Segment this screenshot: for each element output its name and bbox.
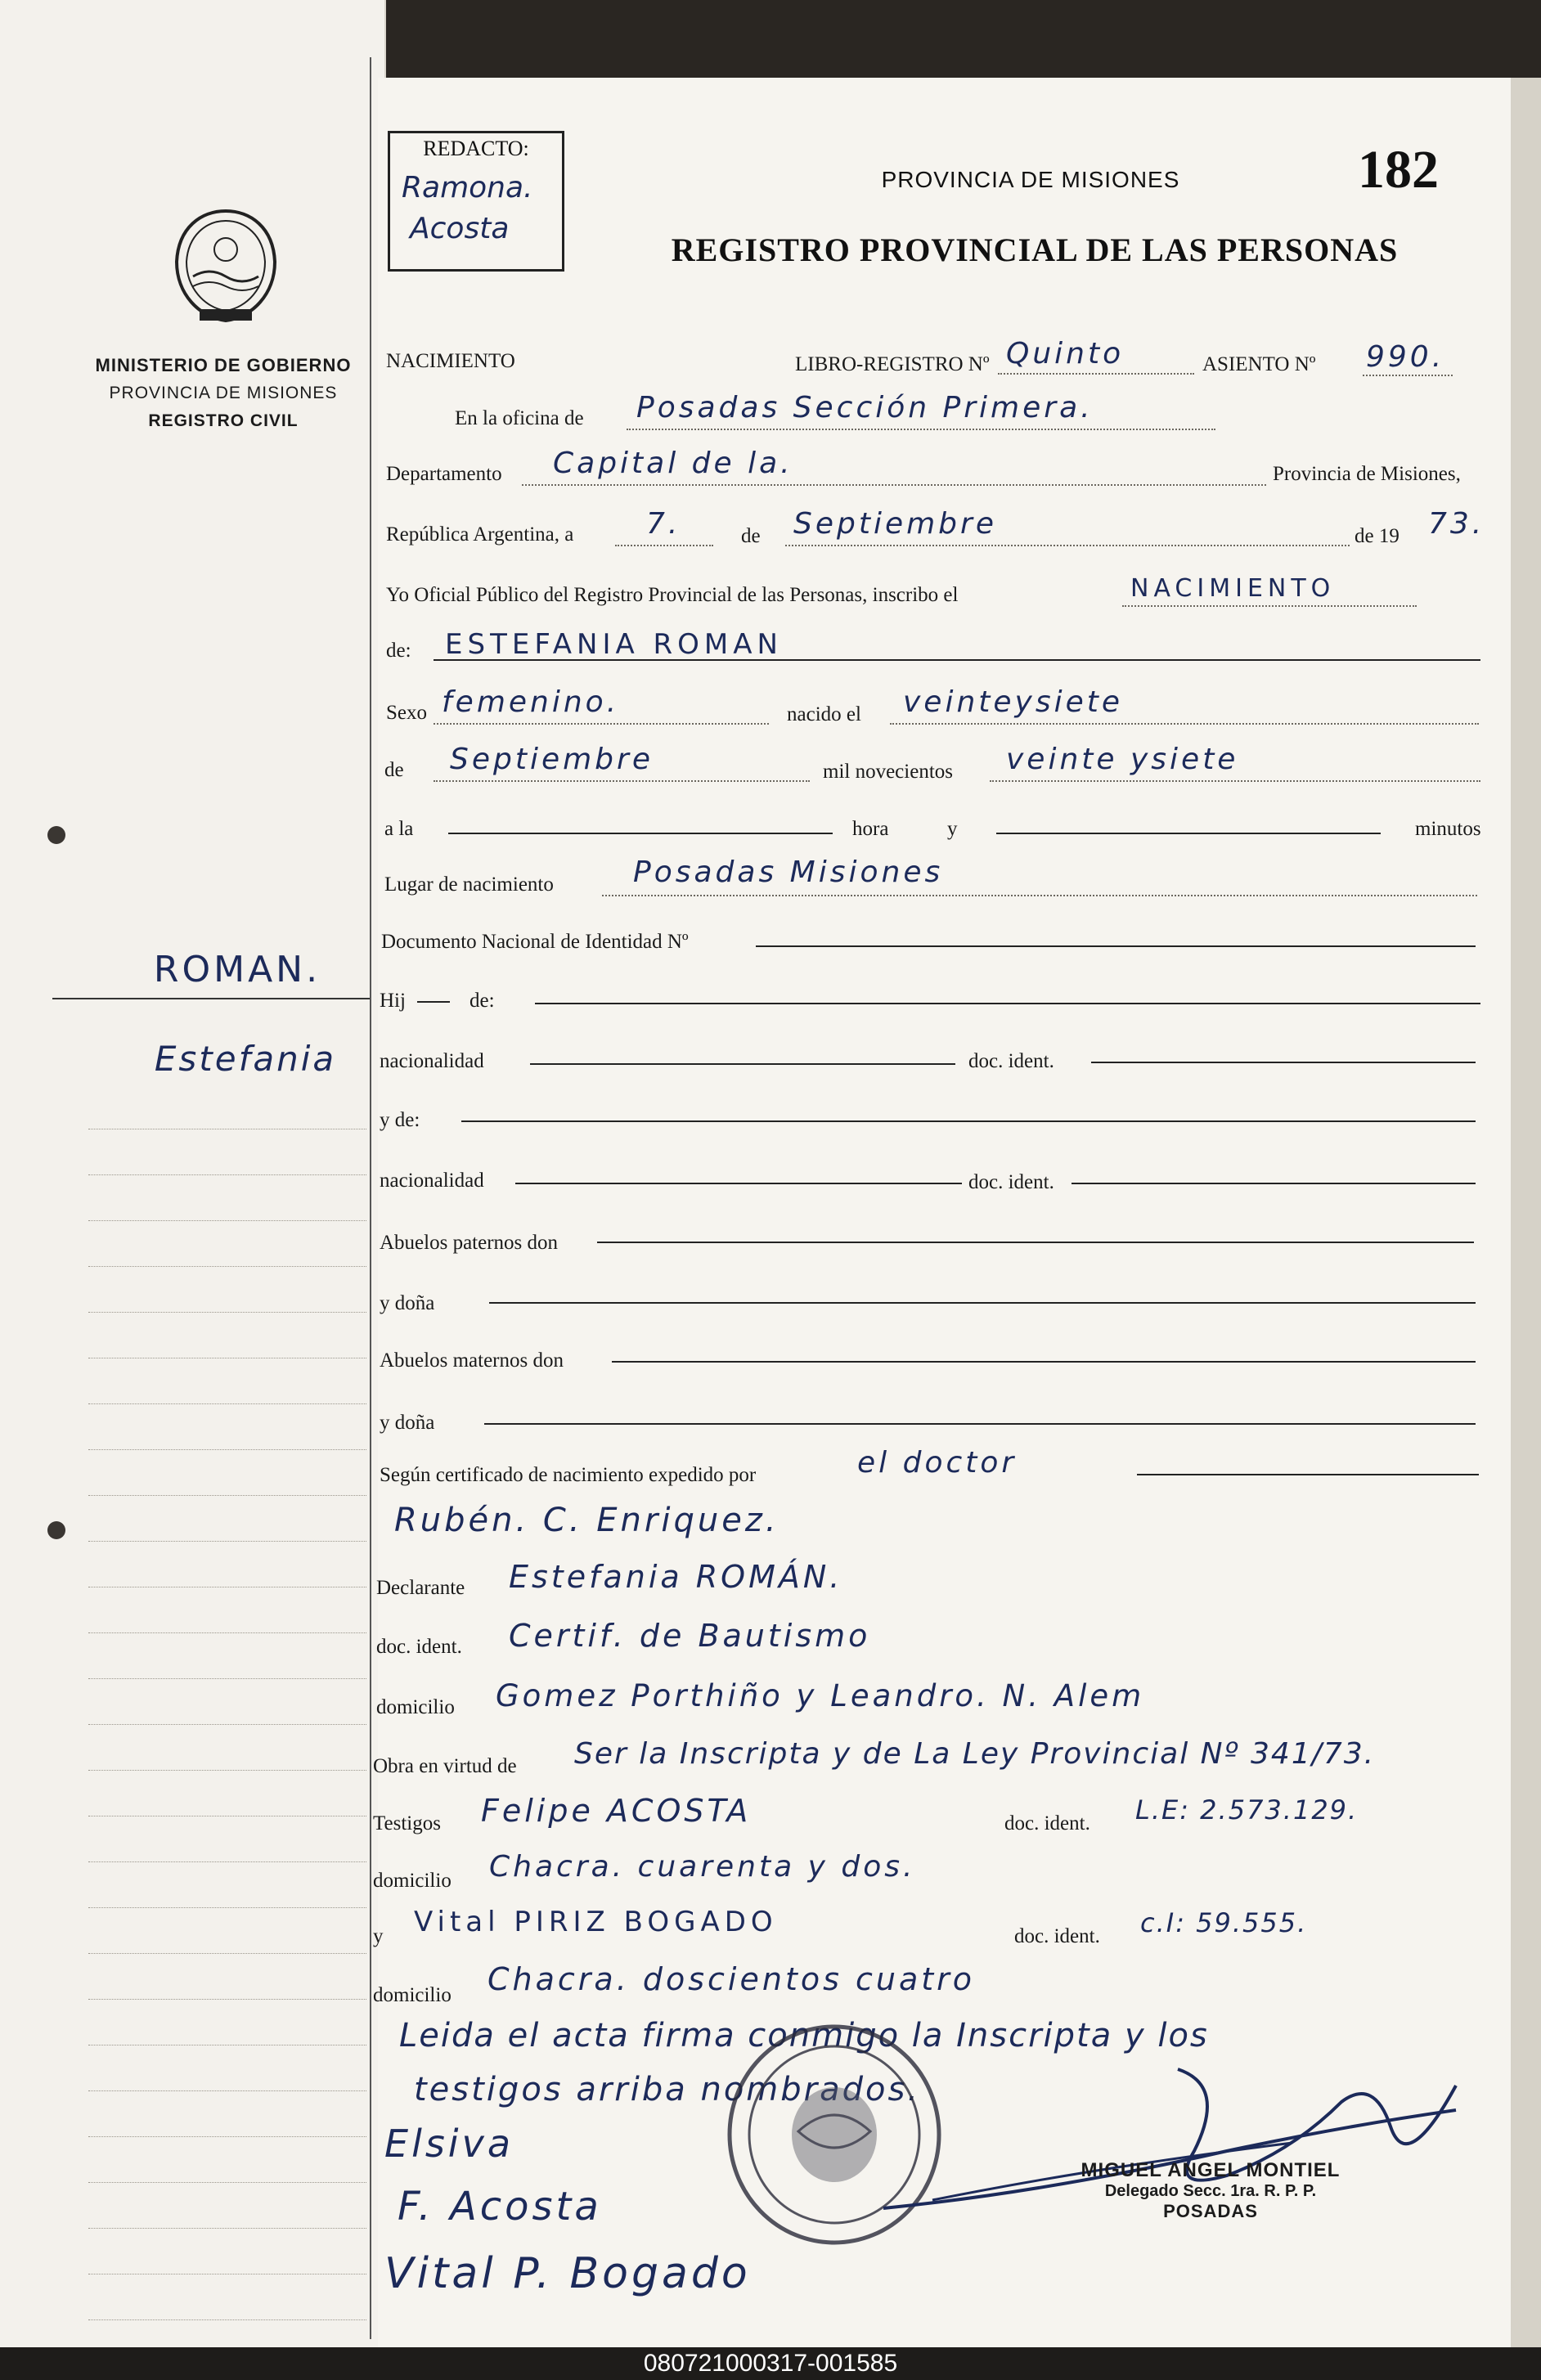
redacto-name-first: Ramona.: [402, 171, 533, 204]
lugar-label: Lugar de nacimiento: [384, 873, 554, 896]
ala-line: [448, 833, 833, 834]
birth-month-value: Septiembre: [450, 743, 654, 776]
hij-line: [535, 1003, 1480, 1004]
domicilio2-value: Chacra. cuarenta y dos.: [489, 1850, 916, 1884]
margin-rule-line: [88, 2319, 366, 2320]
year-value: 73.: [1428, 507, 1485, 541]
docident2-line: [1072, 1183, 1476, 1184]
month-value: Septiembre: [793, 507, 997, 541]
minutos-label: minutos: [1415, 818, 1481, 840]
declarante-value: Estefania ROMÁN.: [509, 1559, 843, 1595]
ydona1-label: y doña: [380, 1292, 435, 1314]
year-prefix: de 19: [1355, 525, 1399, 547]
margin-rule-line: [88, 1174, 366, 1175]
day-value: 7.: [646, 507, 681, 541]
republica-label: República Argentina, a: [386, 523, 574, 546]
sexo-label: Sexo: [386, 702, 427, 724]
certificado-value: el doctor: [857, 1446, 1018, 1480]
ydona1-line: [489, 1302, 1476, 1304]
day-dots: [615, 545, 713, 546]
binding-hole-top: [47, 826, 65, 844]
margin-rule-line: [88, 1495, 366, 1496]
docident-line: [1091, 1062, 1476, 1063]
inscribo-dots: [1122, 605, 1417, 607]
abuelos-paternos-label: Abuelos paternos don: [380, 1232, 559, 1254]
libro-value: Quinto: [1006, 337, 1125, 370]
birth-month-dots: [434, 780, 810, 782]
hij-de-label: de:: [469, 990, 495, 1012]
docident-label: doc. ident.: [968, 1050, 1054, 1072]
margin-rule-line: [88, 2090, 366, 2091]
domicilio2-label: domicilio: [373, 1870, 452, 1892]
docident2-label: doc. ident.: [968, 1171, 1054, 1193]
docident3-value: Certif. de Bautismo: [509, 1618, 871, 1654]
nacionalidad2-label: nacionalidad: [380, 1170, 484, 1192]
domicilio3-label: domicilio: [373, 1984, 452, 2006]
margin-rule-line: [88, 1861, 366, 1862]
margin-rule-line: [88, 1770, 366, 1771]
declarante-label: Declarante: [376, 1577, 465, 1599]
abuelos-maternos-line: [612, 1361, 1476, 1363]
oficina-dots: [627, 429, 1215, 430]
nacionalidad-line: [530, 1063, 955, 1065]
sexo-value: femenino.: [442, 685, 620, 719]
hij-dash: [417, 1001, 450, 1003]
yde-line: [461, 1120, 1476, 1122]
binding-hole-bottom: [47, 1521, 65, 1539]
asiento-dots: [1363, 375, 1453, 376]
nacido-dots: [890, 723, 1479, 725]
margin-rule-line: [88, 1907, 366, 1908]
nacido-value: veinteysiete: [903, 685, 1124, 719]
margin-rule-line: [88, 1403, 366, 1404]
nacionalidad2-line: [515, 1183, 962, 1184]
oficina-label: En la oficina de: [455, 407, 584, 429]
margin-rule-line: [88, 2228, 366, 2229]
docident3-label: doc. ident.: [376, 1636, 462, 1658]
margin-rule-line: [88, 2136, 366, 2137]
lugar-dots: [602, 895, 1477, 896]
redacto-name-last: Acosta: [410, 212, 510, 245]
margin-rule-line: [88, 1312, 366, 1313]
yde-label: y de:: [380, 1109, 420, 1131]
obra-value: Ser la Inscripta y de La Ley Provincial Nº 341/73.: [574, 1737, 1376, 1771]
record-type-label: NACIMIENTO: [386, 350, 515, 372]
margin-rule-line: [88, 1678, 366, 1679]
ydona2-label: y doña: [380, 1412, 435, 1434]
testigo2-doc-label: doc. ident.: [1014, 1925, 1100, 1947]
libro-label: LIBRO-REGISTRO Nº: [795, 353, 990, 375]
abuelos-paternos-line: [597, 1242, 1474, 1243]
month-dots: [785, 545, 1350, 546]
hora-label: hora: [852, 818, 889, 840]
redacto-label: REDACTO:: [423, 137, 529, 160]
ministry-heading: [72, 352, 375, 435]
inscribo-value: NACIMIENTO: [1130, 574, 1336, 603]
signature-acosta: F. Acosta: [398, 2184, 602, 2230]
footer-code: 080721000317-001585: [0, 2347, 1541, 2380]
departamento-dots: [522, 484, 1266, 486]
signature-elsiva: Elsiva: [384, 2122, 514, 2166]
domicilio-value: Gomez Porthiño y Leandro. N. Alem: [496, 1678, 1145, 1713]
provincia-suffix: Provincia de Misiones,: [1273, 463, 1461, 485]
departamento-label: Departamento: [386, 463, 502, 485]
ala-label: a la: [384, 818, 414, 840]
margin-rule-line: [88, 1724, 366, 1725]
oficina-value: Posadas Sección Primera.: [636, 391, 1094, 424]
margin-rule-line: [88, 1220, 366, 1221]
minutos-line: [996, 833, 1381, 834]
hij-label: Hij: [380, 990, 406, 1012]
name-value: ESTEFANIA ROMAN: [445, 628, 783, 661]
margin-surname: ROMAN.: [153, 949, 321, 990]
sexo-dots: [434, 723, 769, 725]
closing-line1: Leida el acta firma conmigo la Inscripta y los: [399, 2017, 1209, 2054]
dni-line: [756, 945, 1476, 947]
birth-year-value: veinte ysiete: [1006, 743, 1239, 776]
doctor-value: Rubén. C. Enriquez.: [394, 1502, 779, 1539]
margin-rule-line: [88, 1953, 366, 1954]
libro-dots: [998, 373, 1194, 375]
testigo1-doc-label: doc. ident.: [1004, 1812, 1090, 1834]
folio-number: 182: [1358, 140, 1439, 200]
nacionalidad-label: nacionalidad: [380, 1050, 484, 1072]
certificado-line: [1137, 1474, 1479, 1475]
closing-line2: testigos arriba nombrados.: [414, 2071, 921, 2108]
margin-rule-line: [88, 1541, 366, 1542]
testigo2-value: Vital PIRIZ BOGADO: [414, 1906, 778, 1938]
testigo1-value: Felipe ACOSTA: [481, 1793, 752, 1829]
margin-rule-line: [88, 1632, 366, 1633]
birth-year-dots: [990, 780, 1480, 782]
ministry-line2: PROVINCIA DE MISIONES: [109, 384, 338, 402]
nacido-label: nacido el: [787, 703, 861, 725]
page-edge: [1511, 78, 1541, 2347]
margin-given-name: Estefania: [154, 1039, 337, 1079]
obra-label: Obra en virtud de: [373, 1755, 517, 1777]
y-label: y: [947, 818, 958, 840]
mil-label: mil novecientos: [823, 761, 953, 783]
redacto-box: [388, 131, 564, 272]
margin-divider: [52, 998, 371, 999]
ministry-line1: MINISTERIO DE GOBIERNO: [95, 355, 352, 375]
name-label: de:: [386, 640, 411, 662]
testigo1-doc-value: L.E: 2.573.129.: [1135, 1794, 1359, 1825]
margin-rule: [370, 57, 371, 2339]
abuelos-maternos-label: Abuelos maternos don: [380, 1349, 564, 1372]
official-name: MIGUEL ANGEL MONTIEL: [1080, 2159, 1341, 2181]
oficial-text: Yo Oficial Público del Registro Provincial de las Personas, inscribo el: [386, 584, 959, 606]
ydona2-line: [484, 1423, 1476, 1425]
testigo2-doc-value: c.I: 59.555.: [1140, 1907, 1308, 1938]
signature-bogado: Vital P. Bogado: [384, 2249, 751, 2298]
departamento-value: Capital de la.: [553, 447, 793, 480]
province-title: PROVINCIA DE MISIONES: [881, 167, 1180, 192]
asiento-label: ASIENTO Nº: [1202, 353, 1316, 375]
provincial-seal-icon: [160, 204, 291, 327]
de-label: de: [741, 525, 761, 547]
asiento-value: 990.: [1366, 340, 1445, 374]
de2-label: de: [384, 759, 404, 781]
margin-rule-line: [88, 2182, 366, 2183]
domicilio3-value: Chacra. doscientos cuatro: [487, 1961, 976, 1997]
testigos-label: Testigos: [373, 1812, 441, 1834]
domicilio-label: domicilio: [376, 1696, 455, 1718]
ministry-line3: REGISTRO CIVIL: [148, 411, 299, 430]
official-role: Delegado Secc. 1ra. R. P. P.: [1104, 2182, 1317, 2200]
name-line: [434, 659, 1480, 661]
margin-rule-line: [88, 1449, 366, 1450]
y2-label: y: [373, 1925, 384, 1947]
registry-title: REGISTRO PROVINCIAL DE LAS PERSONAS: [671, 231, 1399, 268]
margin-rule-line: [88, 1266, 366, 1267]
lugar-value: Posadas Misiones: [633, 855, 944, 889]
dni-label: Documento Nacional de Identidad Nº: [381, 931, 689, 953]
certificado-label: Según certificado de nacimiento expedido por: [380, 1464, 757, 1486]
official-signature-block: [1039, 2159, 1382, 2222]
margin-rule-line: [88, 1999, 366, 2000]
official-city: POSADAS: [1163, 2201, 1258, 2221]
